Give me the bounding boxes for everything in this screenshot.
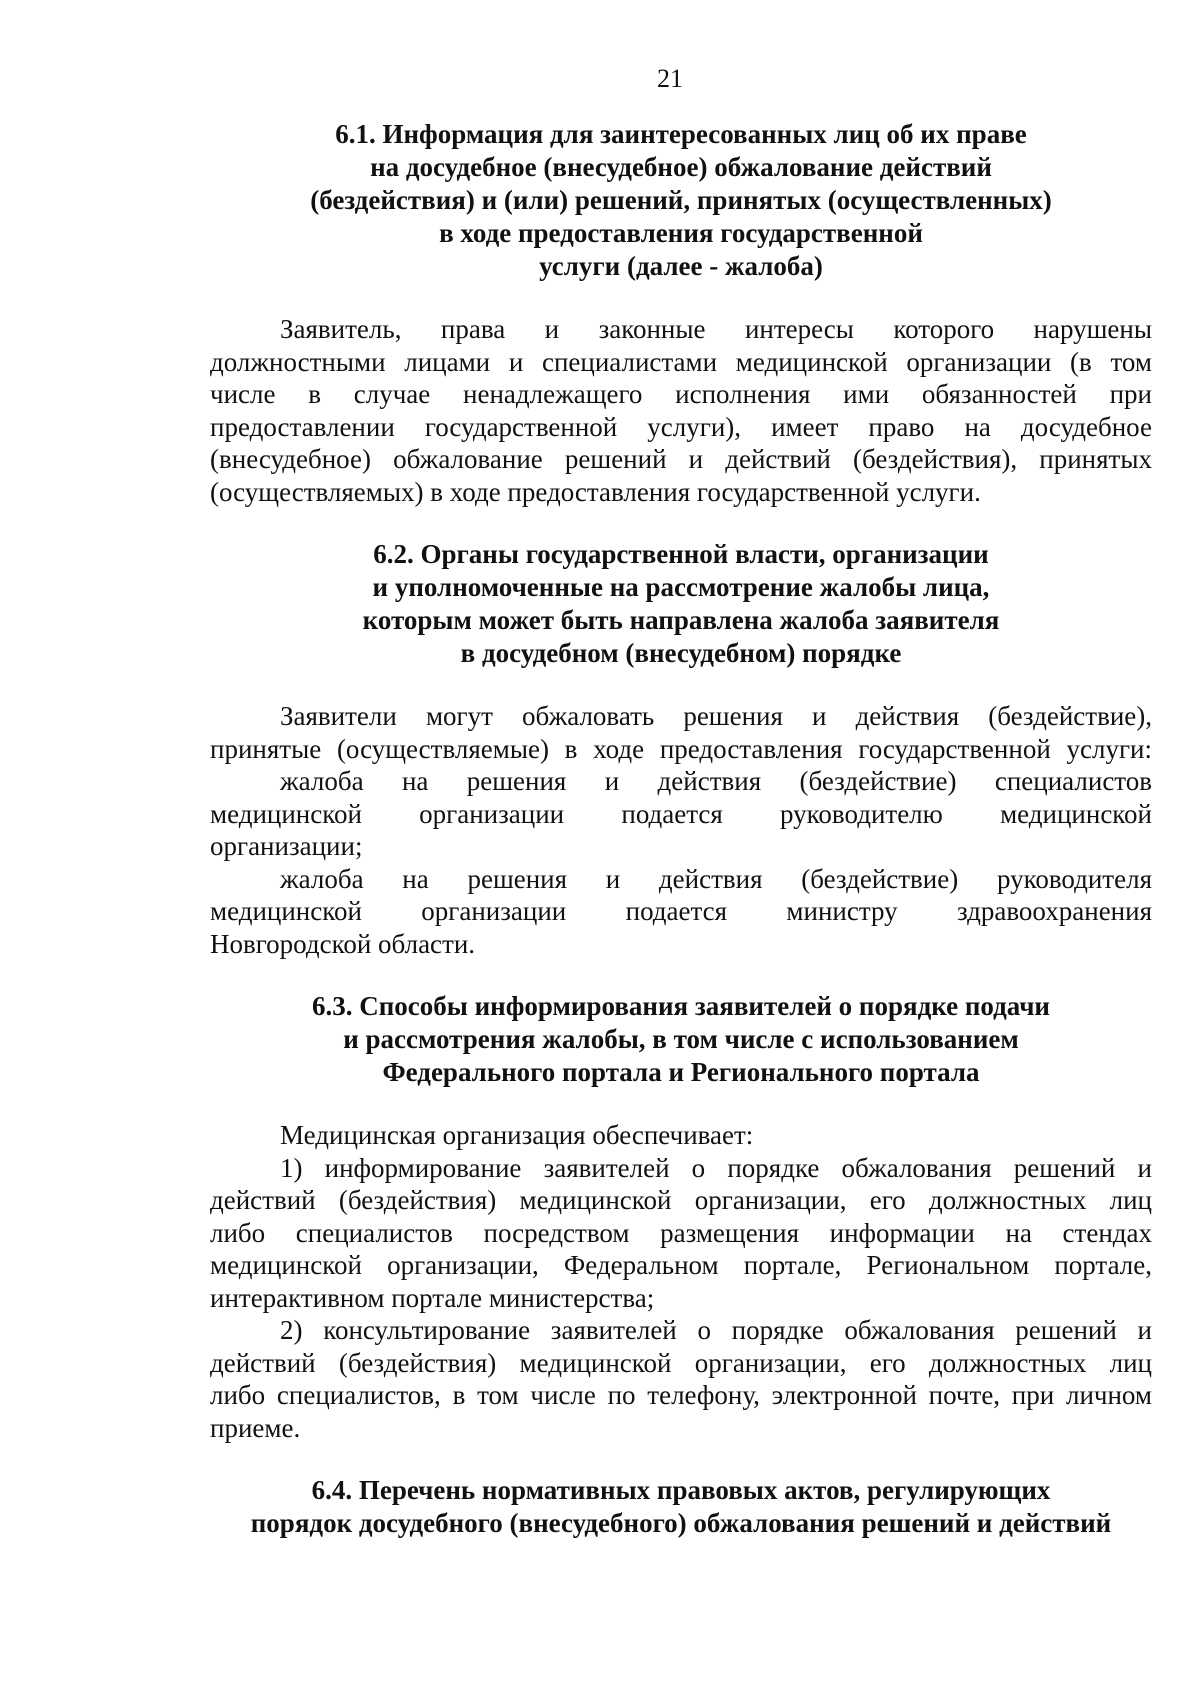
paragraph-line: (осуществляемых) в ходе предоставления государственной услуги.	[210, 476, 981, 507]
paragraph-line: Медицинская организация обеспечивает:	[280, 1120, 754, 1150]
section-paragraph-6-3	[210, 1119, 1152, 1444]
section-heading-6-2	[210, 538, 1152, 670]
paragraph-line: Новгородской области.	[210, 928, 476, 959]
heading-line: 6.2. Органы государственной власти, организации	[373, 539, 989, 569]
heading-line: на досудебное (внесудебное) обжалование действий	[370, 152, 992, 182]
paragraph-line: (внесудебное) обжалование решений и действий (бездействия), принятых	[210, 444, 1152, 474]
paragraph-line: жалоба на решения и действия (бездействие) руководителя	[280, 863, 1152, 894]
paragraph-line: интерактивном портале министерства;	[210, 1282, 655, 1313]
heading-line: (бездействия) и (или) решений, принятых (осуществленных)	[310, 185, 1052, 215]
section-paragraph-6-1	[210, 313, 1152, 508]
heading-line: услуги (далее - жалоба)	[539, 251, 823, 281]
heading-line: и уполномоченные на рассмотрение жалобы лица,	[372, 572, 990, 602]
paragraph-line: действий (бездействия) медицинской организации, его должностных лиц	[210, 1347, 1152, 1378]
paragraph-line: Заявители могут обжаловать решения и действия (бездействие),	[280, 701, 1152, 731]
heading-line: в ходе предоставления государственной	[439, 218, 923, 248]
paragraph-line: действий (бездействия) медицинской организации, его должностных лиц	[210, 1185, 1152, 1215]
paragraph-line: 1) информирование заявителей о порядке обжалования решений и	[280, 1152, 1152, 1183]
paragraph-line: либо специалистов, в том числе по телефону, электронной почте, при личном	[210, 1380, 1152, 1410]
paragraph-line: приеме.	[210, 1412, 301, 1443]
page-number: 21	[657, 64, 683, 93]
heading-line: в досудебном (внесудебном) порядке	[460, 638, 902, 668]
heading-line: порядок досудебного (внесудебного) обжалования решений и действий	[250, 1508, 1112, 1538]
section-heading-6-4	[210, 1474, 1152, 1540]
section-paragraph-6-2	[210, 700, 1152, 960]
document-body	[210, 118, 1152, 1540]
paragraph-line: Заявитель, права и законные интересы которого нарушены	[280, 314, 1152, 344]
paragraph-line: принятые (осуществляемые) в ходе предоставления государственной услуги:	[210, 733, 1152, 764]
heading-line: и рассмотрения жалобы, в том числе с использованием	[343, 1024, 1019, 1054]
paragraph-line: 2) консультирование заявителей о порядке обжалования решений и	[280, 1315, 1152, 1345]
heading-line: которым может быть направлена жалоба заявителя	[362, 605, 1000, 635]
paragraph-line: организации;	[210, 831, 363, 861]
paragraph-line: либо специалистов посредством размещения информации на стендах	[210, 1217, 1152, 1248]
heading-line: 6.4. Перечень нормативных правовых актов, регулирующих	[311, 1475, 1051, 1505]
heading-line: 6.3. Способы информирования заявителей о порядке подачи	[312, 991, 1050, 1021]
paragraph-line: жалоба на решения и действия (бездействие) специалистов	[280, 766, 1152, 796]
paragraph-line: должностными лицами и специалистами медицинской организации (в том	[210, 346, 1152, 377]
paragraph-line: медицинской организации, Федеральном портале, Региональном портале,	[210, 1250, 1152, 1280]
heading-line: Федерального портала и Регионального портала	[382, 1057, 980, 1087]
section-heading-6-1	[210, 118, 1152, 283]
section-heading-6-3	[210, 990, 1152, 1089]
paragraph-line: медицинской организации подается руководителю медицинской	[210, 798, 1152, 829]
paragraph-line: медицинской организации подается министру здравоохранения	[210, 896, 1152, 926]
paragraph-line: предоставлении государственной услуги), имеет право на досудебное	[210, 411, 1152, 442]
paragraph-line: числе в случае ненадлежащего исполнения ими обязанностей при	[210, 379, 1152, 409]
heading-line: 6.1. Информация для заинтересованных лиц об их праве	[335, 119, 1027, 149]
